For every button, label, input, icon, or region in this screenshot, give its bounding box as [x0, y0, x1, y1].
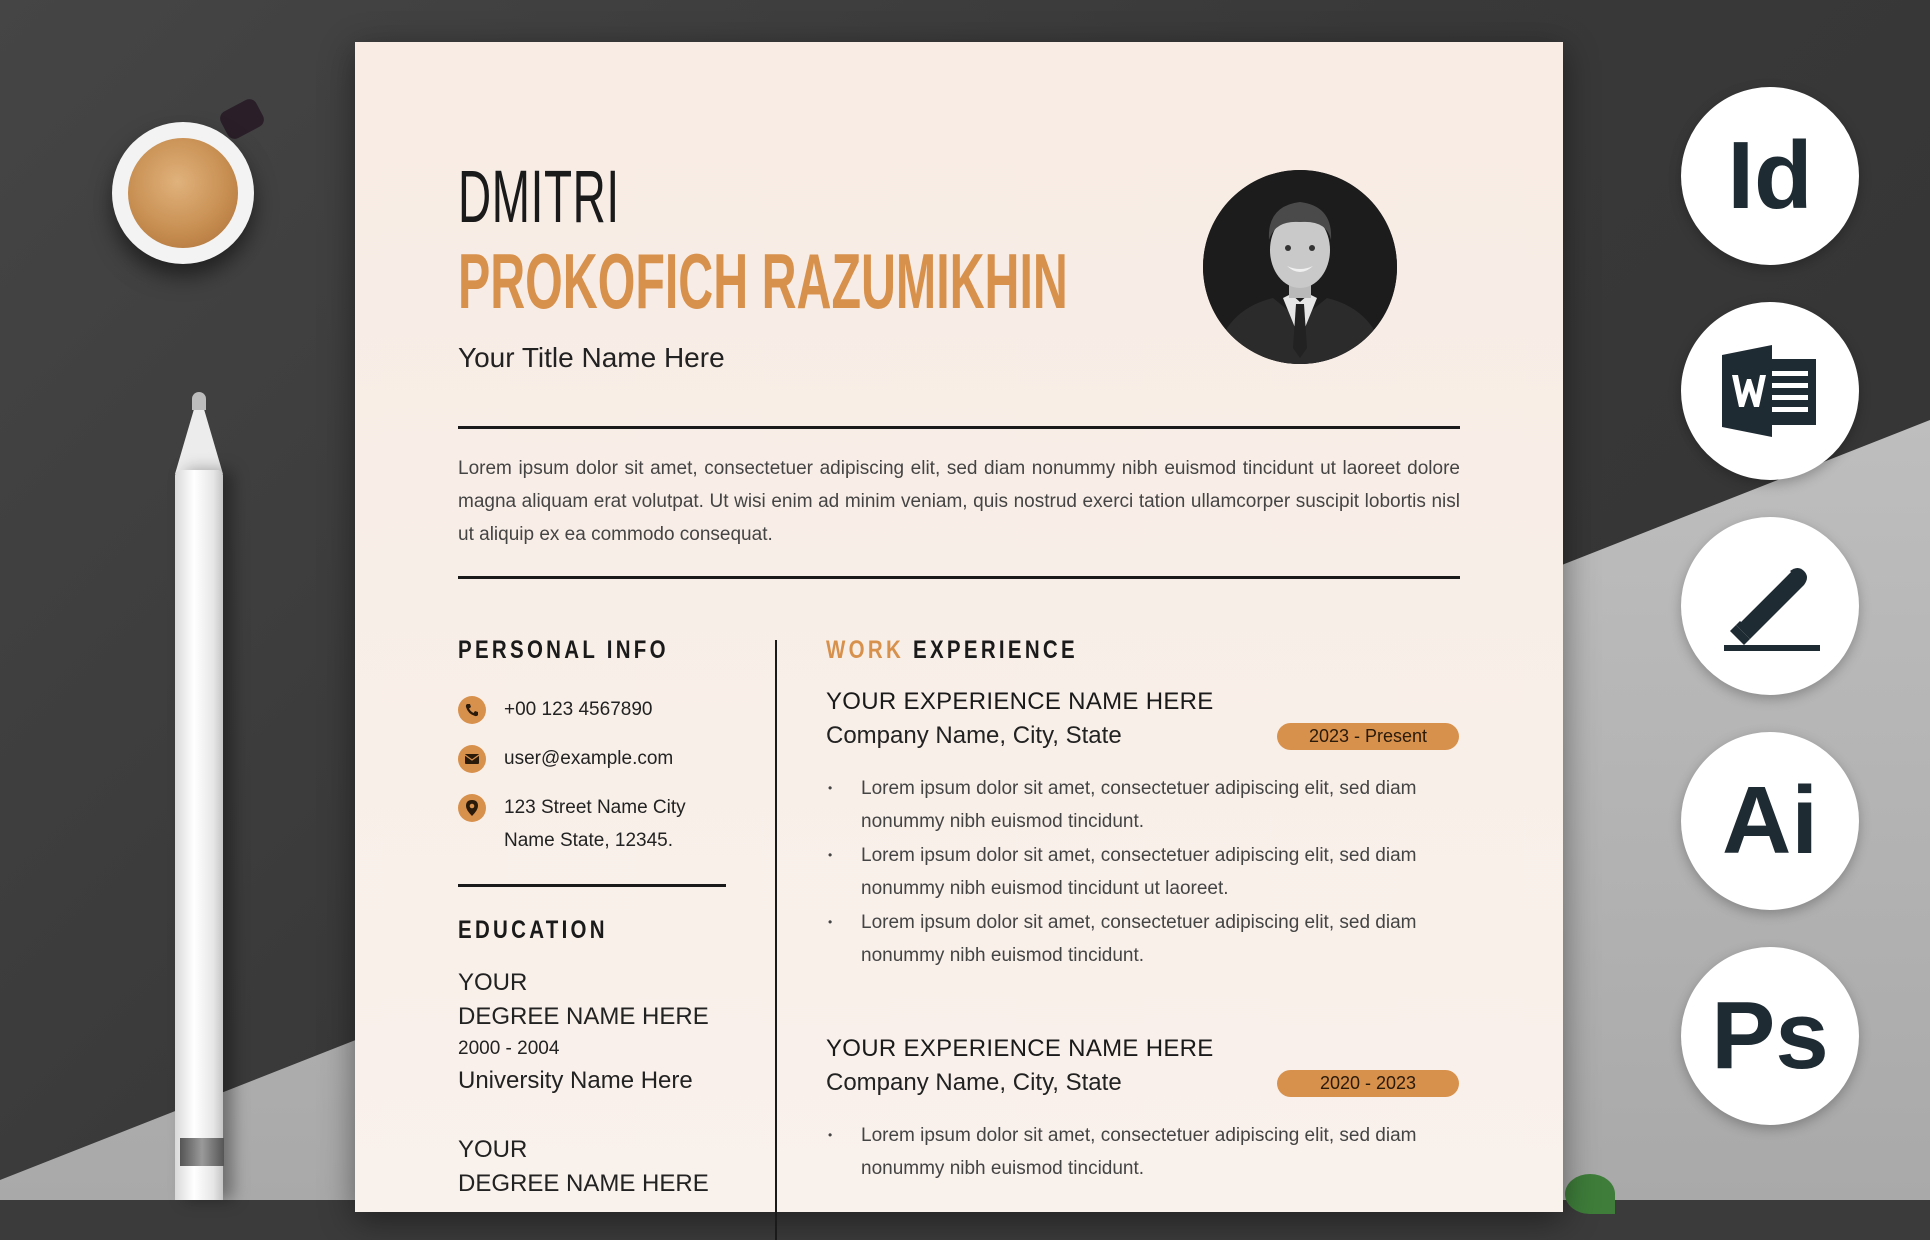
word-document-glyph — [1720, 345, 1820, 437]
address-line-2: Name State, 12345. — [504, 830, 673, 851]
header-rule-top — [458, 426, 1460, 429]
contact-address — [458, 794, 686, 857]
personal-info-rule — [458, 884, 726, 887]
photoshop-icon — [1681, 947, 1859, 1125]
address-line-1: 123 Street Name City — [504, 797, 686, 818]
experience-date-badge: 2020 - 2023 — [1277, 1070, 1459, 1097]
degree-line-2: DEGREE NAME HERE — [458, 1170, 709, 1197]
coffee — [128, 138, 238, 248]
header-rule-bottom — [458, 576, 1460, 579]
first-name: DMITRI — [458, 155, 620, 238]
experience-title: YOUR EXPERIENCE NAME HERE — [826, 1035, 1214, 1062]
portrait-avatar — [1203, 170, 1397, 364]
plant-leaf — [1565, 1174, 1615, 1214]
personal-info-heading-text: PERSONAL INFO — [458, 636, 669, 664]
experience-company: Company Name, City, State — [826, 1069, 1122, 1096]
education-item — [458, 1133, 709, 1201]
experience-bullet: • Lorem ipsum dolor sit amet, consectetuer adipiscing elit, sed diam nonummy nibh euismod tincidunt ut laoreet. — [826, 839, 1466, 905]
education-heading-text: EDUCATION — [458, 916, 608, 944]
phone-icon — [458, 696, 486, 724]
illustrator-icon — [1681, 732, 1859, 910]
coffee-cup-image — [112, 122, 254, 264]
illustrator-label: Ai — [1722, 767, 1818, 874]
experience-bullets — [826, 1119, 1466, 1186]
contact-phone — [458, 696, 652, 726]
education-years: 2000 - 2004 — [458, 1038, 560, 1059]
indesign-label: Id — [1727, 122, 1813, 229]
resume-page — [355, 42, 1563, 1212]
experience-company: Company Name, City, State — [826, 722, 1122, 749]
work-experience-heading — [826, 636, 1078, 665]
last-name: PROKOFICH RAZUMIKHIN — [458, 237, 1068, 325]
degree-line-1: YOUR — [458, 1136, 528, 1163]
email-address: user@example.com — [504, 748, 674, 769]
pen-glyph — [1720, 561, 1820, 651]
pencil-band — [180, 1138, 224, 1166]
experience-bullet: • Lorem ipsum dolor sit amet, consectetuer adipiscing elit, sed diam nonummy nibh euismod tincidunt. — [826, 1119, 1466, 1185]
university-name: University Name Here — [458, 1067, 693, 1094]
education-item — [458, 966, 709, 1098]
experience-date-badge: 2023 - Present — [1277, 723, 1459, 750]
summary-text: Lorem ipsum dolor sit amet, consectetuer adipiscing elit, sed diam nonummy nibh euismod tincidunt ut laoreet dolore magna aliquam erat volutpat. Ut wisi enim ad minim veniam, quis nostrud exerci tation ullamcorper suscipit lobortis nisl ut aliquip ex ea commodo consequat. — [458, 458, 1460, 545]
work-heading-rest: EXPERIENCE — [913, 636, 1078, 664]
experience-bullet: • Lorem ipsum dolor sit amet, consectetuer adipiscing elit, sed diam nonummy nibh euismod tincidunt. — [826, 772, 1466, 838]
experience-bullet: • Lorem ipsum dolor sit amet, consectetuer adipiscing elit, sed diam nonummy nibh euismod tincidunt. — [826, 906, 1466, 972]
location-pin-icon — [458, 794, 486, 822]
degree-line-2: DEGREE NAME HERE — [458, 1003, 709, 1030]
indesign-icon — [1681, 87, 1859, 265]
pencil-nib — [192, 392, 206, 410]
address — [504, 791, 686, 857]
job-title: Your Title Name Here — [458, 342, 725, 373]
experience-bullets — [826, 772, 1466, 973]
degree-line-1: YOUR — [458, 969, 528, 996]
photoshop-label: Ps — [1711, 982, 1829, 1089]
work-heading-accent: WORK — [826, 636, 905, 664]
word-icon — [1681, 302, 1859, 480]
phone-number: +00 123 4567890 — [504, 699, 653, 720]
profile-photo — [1203, 170, 1397, 364]
personal-info-heading — [458, 636, 669, 665]
experience-title: YOUR EXPERIENCE NAME HERE — [826, 688, 1214, 715]
contact-email — [458, 745, 673, 775]
envelope-icon — [458, 745, 486, 773]
education-heading — [458, 916, 608, 945]
pen-signature-icon — [1681, 517, 1859, 695]
column-divider — [775, 640, 777, 1240]
pencil-image — [175, 470, 223, 1200]
